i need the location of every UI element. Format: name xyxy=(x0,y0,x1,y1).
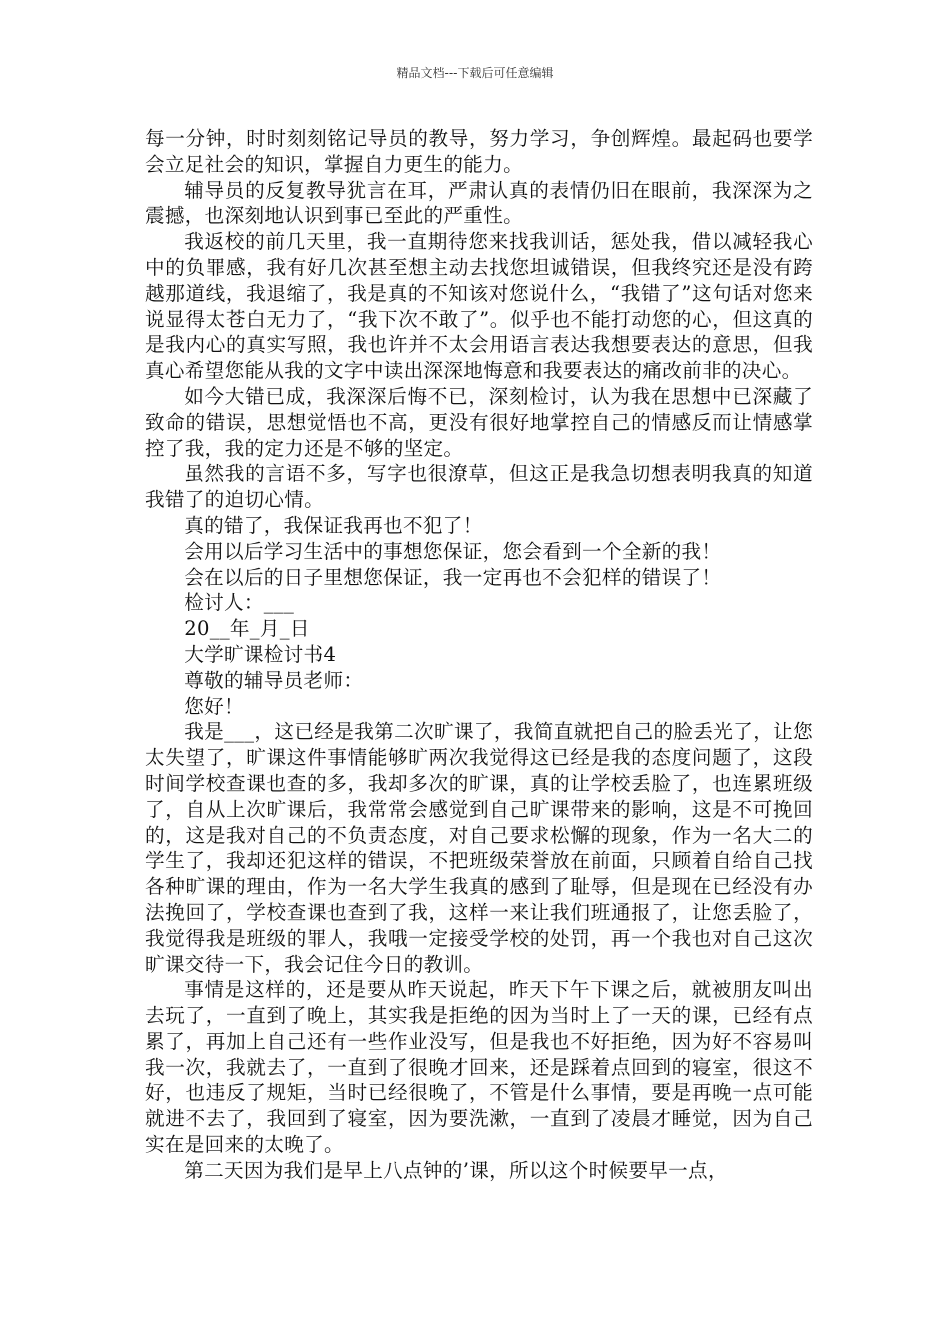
paragraph: 真的错了，我保证我再也不犯了！ xyxy=(184,513,483,537)
salutation: 尊敬的辅导员老师： xyxy=(184,668,364,692)
paragraph: 会用以后学习生活中的事想您保证，您会看到一个全新的我！ xyxy=(184,539,722,563)
page-header: 精品文档---下载后可任意编辑 xyxy=(396,66,554,80)
paragraph: 会在以后的日子里想您保证，我一定再也不会犯样的错误了！ xyxy=(184,565,722,589)
greeting: 您好！ xyxy=(184,694,244,718)
paragraph: 我是___，这已经是我第二次旷课了，我简直就把自己的脸丢光了，让您太失望了，旷课这件事情能够旷两次我觉得这已经是我的态度问题了，这段时间学校查课也查的多，我却多次的旷课，真的让学校丢脸了，也连累班级了，自从上次旷课后，我常常会感觉到自己旷课带来的影响，这是不可挽回的，这是我对自己的不负责态度，对自己要求松懈的现象，作为一名大二的学生了，我却还犯这样的错误，不把班级荣誉放在前面，只顾着自给自己找各种旷课的理由，作为一名大学生我真的感到了耻辱，但是现在已经没有办法挽回了，学校查课也查到了我，这样一来让我们班通报了，让您丢脸了，我觉得我是班级的罪人，我哦一定接受学校的处罚，再一个我也对自己这次旷课交待一下，我会记住今日的教训。 xyxy=(145,720,813,976)
paragraph: 虽然我的言语不多，写字也很潦草，但这正是我急切想表明我真的知道我错了的迫切心情。 xyxy=(145,462,813,512)
date-line: 20__年_月_日 xyxy=(184,617,310,641)
paragraph: 我返校的前几天里，我一直期待您来找我训话，惩处我，借以减轻我心中的负罪感，我有好几次甚至想主动去找您坦诚错误，但我终究还是没有跨越那道线，我退缩了，我是真的不知该对您说什么，“我错了”这句话对您来说显得太苍白无力了，“我下次不敢了”。似乎也不能打动您的心，但这真的是我内心的真实写照，我也许并不太会用语言表达我想要表达的意思，但我真心希望您能从我的文字中读出深深地悔意和我要表达的痛改前非的决心。 xyxy=(145,230,813,383)
paragraph: 如今大错已成，我深深后悔不已，深刻检讨，认为我在思想中已深藏了致命的错误，思想觉悟也不高，更没有很好地掌控自己的情感反而让情感掌控了我，我的定力还是不够的坚定。 xyxy=(145,384,813,460)
paragraph: 辅导员的反复教导犹言在耳，严肃认真的表情仍旧在眼前，我深深为之震撼，也深刻地认识到事已至此的严重性。 xyxy=(145,178,813,228)
signature-line: 检讨人：___ xyxy=(184,591,295,615)
paragraph: 第二天因为我们是早上八点钟的’课，所以这个时候要早一点， xyxy=(184,1158,728,1182)
section-title: 大学旷课检讨书4 xyxy=(184,642,337,666)
paragraph: 事情是这样的，还是要从昨天说起，昨天下午下课之后，就被朋友叫出去玩了，一直到了晚上，其实我是拒绝的因为当时上了一天的课，已经有点累了，再加上自己还有一些作业没写，但是我也不好拒绝，因为好不容易叫我一次，我就去了，一直到了很晚才回来，还是踩着点回到的寝室，很这不好，也违反了规矩，当时已经很晚了，不管是什么事情，要是再晚一点可能就进不去了，我回到了寝室，因为要洗漱，一直到了凌晨才睡觉，因为自己实在是回来的太晚了。 xyxy=(145,978,813,1157)
paragraph: 每一分钟，时时刻刻铭记导员的教导，努力学习，争创辉煌。最起码也要学会立足社会的知识，掌握自力更生的能力。 xyxy=(145,127,813,176)
document-body xyxy=(145,126,813,1184)
